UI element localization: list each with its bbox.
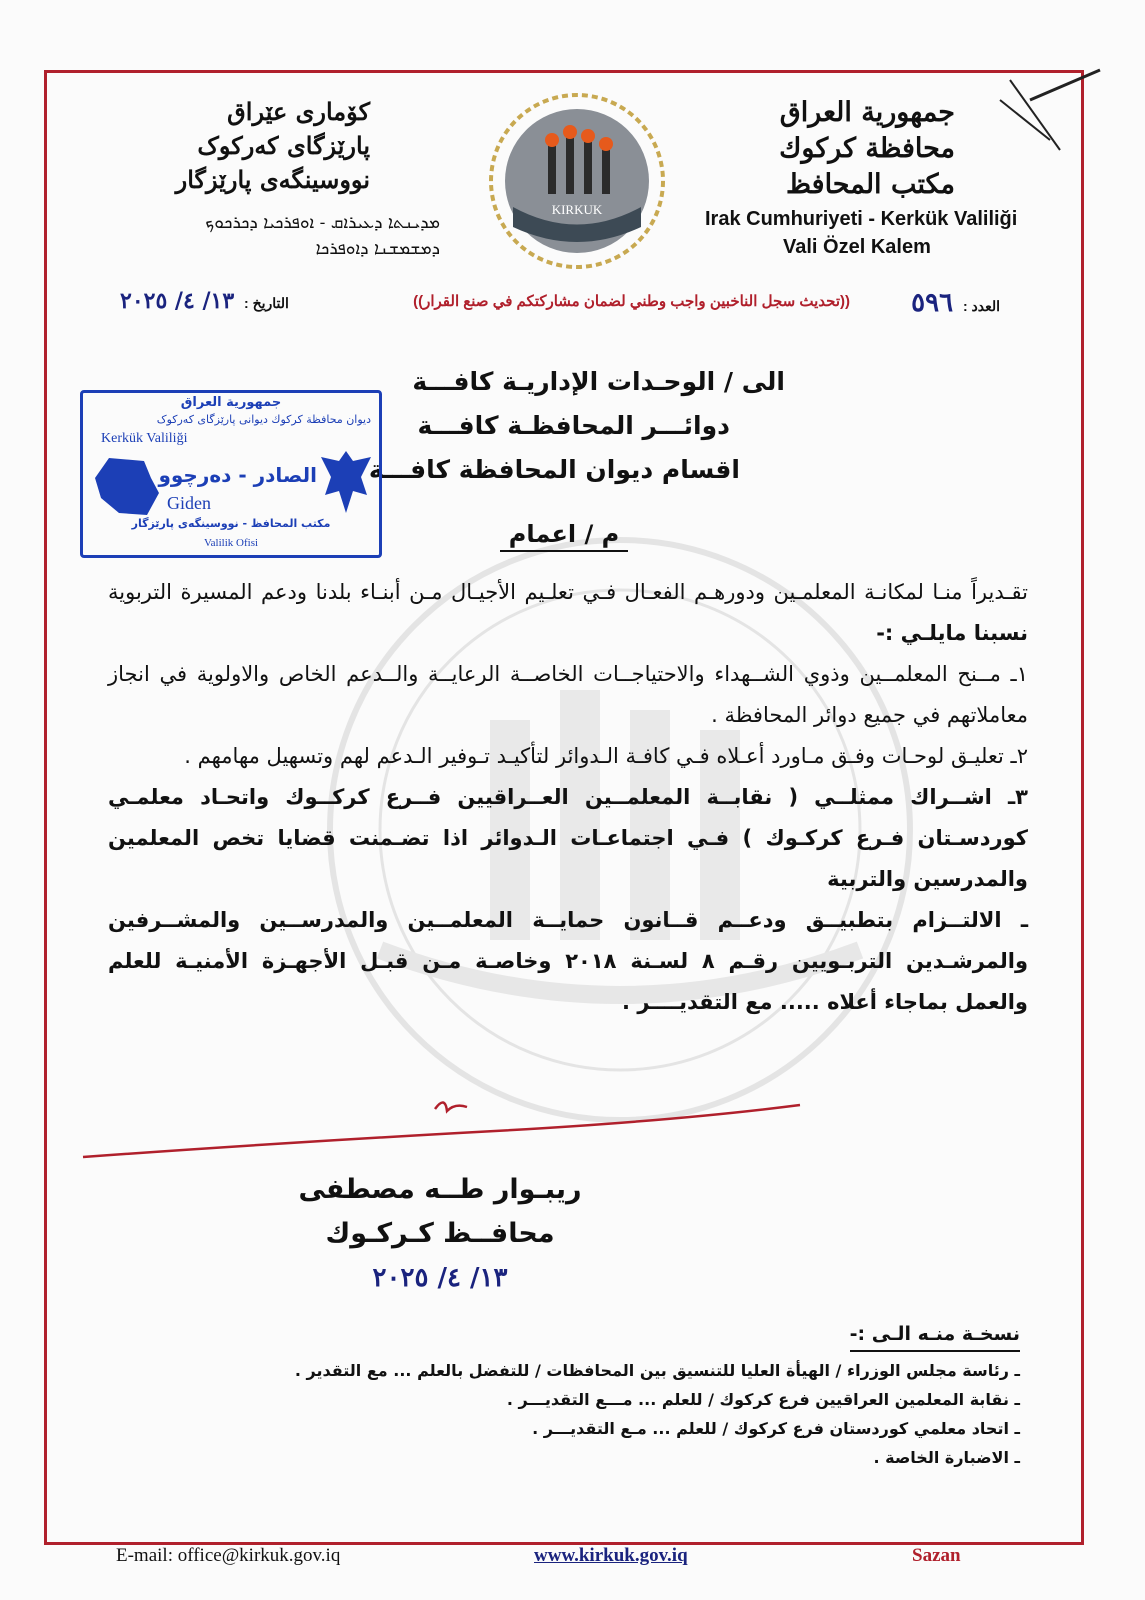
copy-item: ـ اتحاد معلمي كوردستان فرع كركوك / للعلم ... مـع التقديـــر . <box>532 1419 1020 1438</box>
footer <box>44 1545 1084 1581</box>
body-item-4: ـ الالتــزام بتطبيــق ودعــم قــانون حمايــة المعلمــين والمدرســين والمشــرفين والمرشـدين التربـويين رقـم ٨ لسـنة ٢٠١٨ وخاصـة مـن قبـل الأجهـزة الأمنيـة للعلم والعمل بماجاء أعلاه ..... مع التقديــــر . <box>108 908 1028 1014</box>
reference-number-value: ٥٩٦ <box>911 288 954 318</box>
handwritten-mark-icon <box>990 60 1110 180</box>
stamp-line: جمهورية العراق <box>180 395 282 410</box>
header-arabic-line: مكتب المحافظ <box>786 169 955 200</box>
reference-date-value: ١٣/ ٤/ ٢٠٢٥ <box>120 288 235 314</box>
body-item-2: ٢ـ تعليـق لوحـات وفـق مـاورد أعـلاه فـي كافـة الـدوائر لتأكيـد تـوفير الـدعم لهم وتسهيل مهامهم . <box>184 744 1028 768</box>
header-turkish <box>705 205 1025 261</box>
header-kurdish-line: کۆماری عێراق <box>227 97 370 126</box>
logo-text: KIRKUK <box>551 202 603 217</box>
header-turkish-line: Irak Cumhuriyeti - Kerkük Valiliği <box>705 208 1018 230</box>
footer-typist-name: Sazan <box>912 1545 961 1566</box>
copies-heading: نسخـة منـه الـى :- <box>850 1320 1020 1352</box>
signer-name: ريبـوار طــه مصطفى <box>298 1174 582 1205</box>
header-syriac-line: ܕܡܫܡܫܢܐ ܕܐܘܦܪܟܐ <box>315 239 440 259</box>
signature-scrawl-icon <box>75 1085 805 1165</box>
letter-body <box>108 572 1028 1023</box>
body-intro-text: تقـديراً منـا لمكانـة المعلمـين ودورهـم الفعـال فـي تعلـيم الأجيـال مـن أبنـاء بلدنا ودعم المسيرة التربوية <box>108 580 1028 604</box>
signature-date: ١٣/ ٤/ ٢٠٢٥ <box>372 1263 508 1293</box>
header-arabic <box>695 95 955 203</box>
signer-title: محافــظ كـركـوك <box>325 1218 555 1249</box>
outgoing-stamp <box>80 390 382 558</box>
body-item-1: ١ـ مــنح المعلمــين وذوي الشــهداء والاحتياجــات الخاصــة الرعايــة والــدعم الخاص والاولوية في انجاز معاملاتهم في جميع دوائر المحافظة . <box>108 662 1028 727</box>
stamp-line: مكتب المحافظ - نووسینگەی پارێزگار <box>131 517 331 530</box>
header-kurdish-line: نووسینگەی پارێزگار <box>175 165 370 194</box>
iraq-map-icon <box>89 453 169 523</box>
copy-item: ـ نقابة المعلمين العراقيين فرع كركوك / للعلم ... مـــع التقديـــر . <box>506 1390 1020 1409</box>
kirkuk-emblem-logo <box>488 92 666 270</box>
copies-list <box>140 1320 1020 1472</box>
election-slogan: ((تحديث سجل الناخبين واجب وطني لضمان مشاركتكم في صنع القرار)) <box>413 293 850 310</box>
reference-date-label: التاريخ : <box>244 295 289 311</box>
stamp-line: Valilik Ofisi <box>203 537 259 549</box>
copy-item: ـ الاضبارة الخاصة . <box>873 1448 1020 1467</box>
eagle-emblem-icon <box>317 447 375 517</box>
body-item-3: ٣ـ اشــراك ممثلــي ( نقابــة المعلمــين العــراقيين فــرع كركــوك واتحـاد معلمـي كوردسـتان فـرع كركـوك ) فـي اجتماعـات الـدوائر اذا تضـمنت قضايا تخص المعلمين والمدرسين والتربية <box>108 785 1028 891</box>
footer-website-link[interactable]: www.kirkuk.gov.iq <box>534 1545 688 1566</box>
stamp-line: الصادر - دەرچوو <box>158 463 317 487</box>
header-kurdish <box>160 95 370 197</box>
reference-number-label: العدد : <box>962 298 1000 314</box>
addressee-line: الى / الوحـدات الإداريـة كافـــة <box>412 367 785 396</box>
stamp-line: Giden <box>167 493 211 513</box>
addressee-line: اقسام ديوان المحافظة كافـــة <box>368 455 740 484</box>
copy-item: ـ رئاسة مجلس الوزراء / الهيأة العليا للتنسيق بين المحافظات / للتفضل بالعلم ... مع التقدير . <box>294 1361 1020 1380</box>
header-arabic-line: محافظة كركوك <box>779 133 955 164</box>
header-syriac-line: ܡܕܝܢܬܐ ܕܥܝܪܐܩ - ܐܘܦܪܟܝܐ ܕܟܪܟܘܟ <box>205 213 440 233</box>
footer-email: E-mail: office@kirkuk.gov.iq <box>116 1545 341 1566</box>
header-kurdish-line: پارێزگای کەرکوک <box>197 131 370 160</box>
subject-line: م / اعمام <box>500 520 628 552</box>
addressee-line: دوائـــر المحافظـة كافـــة <box>417 411 730 440</box>
reference-number <box>911 288 1000 318</box>
body-intro-tail: نسبنا مايلـي :- <box>876 621 1028 645</box>
stamp-line: Kerkük Valiliği <box>101 431 188 446</box>
header-arabic-line: جمهورية العراق <box>779 97 955 128</box>
header-syriac <box>100 210 440 262</box>
stamp-line: ديوان محافظة كركوك ديوانی پارێزگای کەرکوک <box>156 413 371 426</box>
body-intro <box>108 572 1028 654</box>
reference-date <box>120 288 289 314</box>
header-turkish-line: Vali Özel Kalem <box>783 236 931 258</box>
signer-block <box>290 1168 590 1300</box>
reference-bar <box>100 288 1000 318</box>
